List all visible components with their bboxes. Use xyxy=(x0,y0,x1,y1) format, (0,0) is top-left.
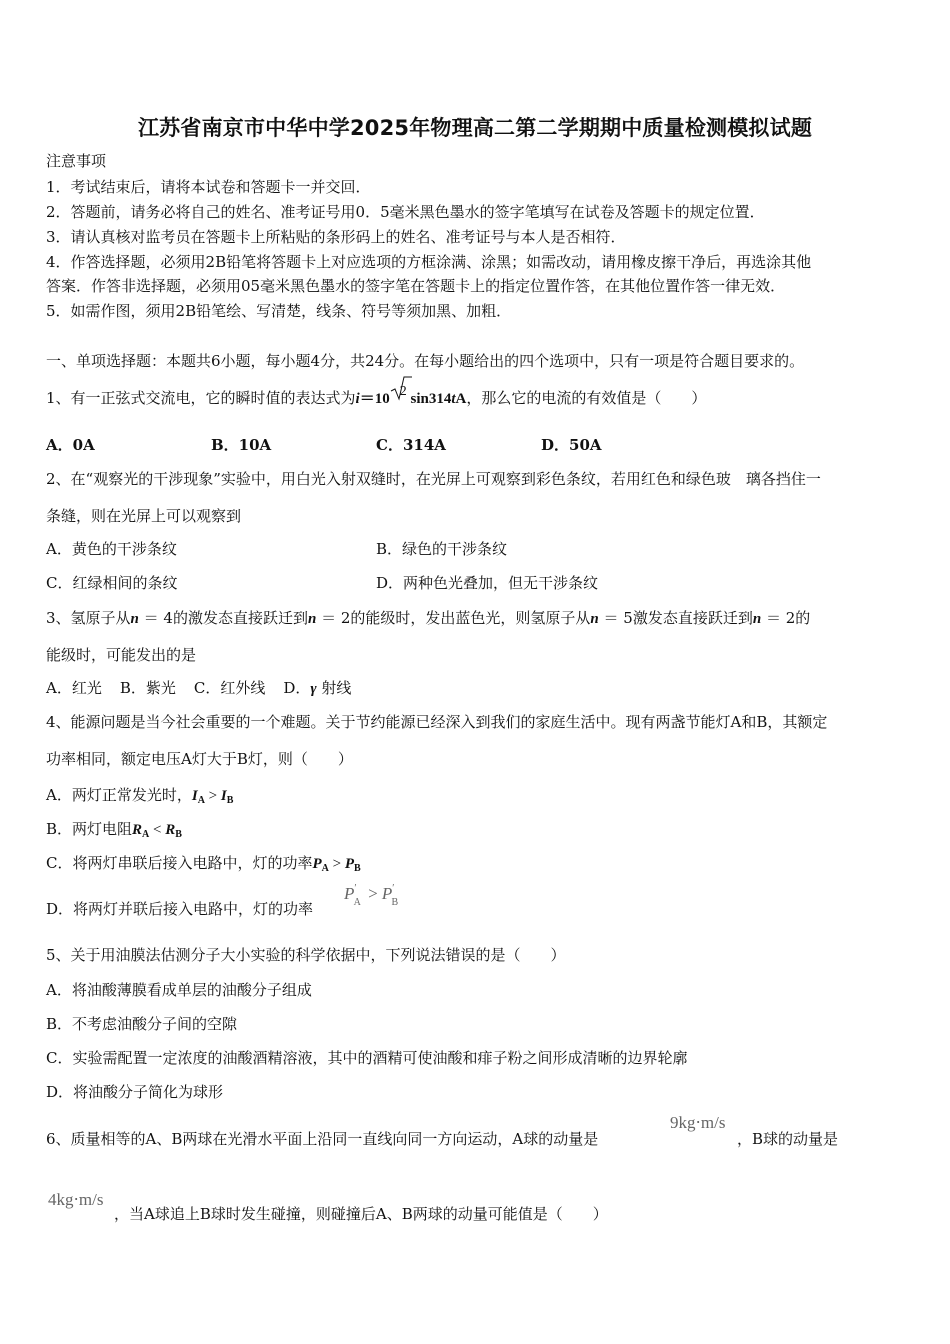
q4-option-d xyxy=(46,899,313,919)
q3-option-b: B．紫光 xyxy=(119,679,176,697)
q4-var: P xyxy=(344,884,355,903)
q3-var-n: n xyxy=(307,611,317,627)
q3-option-a: A．红光 xyxy=(46,679,102,697)
q4-option-a xyxy=(46,785,233,811)
question-4-stem: 4、能源问题是当今社会重要的一个难题。关于节约能源已经深入到我们的家庭生活中。现有两盏节能灯A和B，其额定 xyxy=(46,713,828,731)
q4-prime: ′ xyxy=(392,883,395,894)
q2-option-c: C．红绿相间的条纹 xyxy=(46,574,178,592)
question-5-stem: 5、关于用油膜法估测分子大小实验的科学依据中，下列说法错误的是（ ） xyxy=(46,946,566,964)
question-6-stem-mid: ，B球的动量是 xyxy=(737,1130,839,1148)
q2-option-a: A．黄色的干涉条纹 xyxy=(46,540,177,558)
section-heading: 一、单项选择题：本题共6小题，每小题4分，共24分。在每小题给出的四个选项中，只有一项是符合题目要求的。 xyxy=(46,352,805,370)
q3-gamma: γ xyxy=(310,681,317,697)
q4-op: < xyxy=(149,822,166,838)
q5-option-a: A．将油酸薄膜看成单层的油酸分子组成 xyxy=(46,981,312,999)
q3-text: ＝ 2的能级时，发出蓝色光，则氢原子从 xyxy=(316,609,591,627)
q3-options xyxy=(46,678,351,699)
q1-option-b: B．10A xyxy=(211,436,272,454)
q1-unit: A xyxy=(455,391,467,407)
q1-stem-suffix: ，那么它的电流的有效值是（ ） xyxy=(466,389,707,407)
q1-var-i: i xyxy=(355,391,360,407)
q3-text: 3、氢原子从 xyxy=(46,609,131,627)
q1-eq: ＝10 xyxy=(359,391,390,407)
notice-heading: 注意事项 xyxy=(46,152,107,170)
question-2-stem-cont: 条缝，则在光屏上可以观察到 xyxy=(46,507,242,525)
q1-stem-prefix: 1、有一正弦式交流电，它的瞬时值的表达式为 xyxy=(46,389,356,407)
q4-var: P xyxy=(344,856,355,872)
q4-sub: B xyxy=(391,897,399,908)
q4-option-c-text: C．将两灯串联后接入电路中，灯的功率 xyxy=(46,854,313,872)
q2-option-b: B．绿色的干涉条纹 xyxy=(376,540,508,558)
q4-var: P xyxy=(381,884,393,903)
question-6-stem-end: ，当A球追上B球时发生碰撞，则碰撞后A、B两球的动量可能值是（ ） xyxy=(114,1205,608,1223)
q3-text: ＝ 4的激发态直接跃迁到 xyxy=(138,609,308,627)
q4-var: I xyxy=(220,788,227,804)
q3-var-n: n xyxy=(130,611,139,627)
q4-sub: B xyxy=(226,795,234,806)
q4-sub: A xyxy=(353,897,361,908)
q4-op: > xyxy=(204,788,221,804)
q3-option-d-text: 射线 xyxy=(316,679,352,697)
q4-option-b-text: B．两灯电阻 xyxy=(46,820,133,838)
notice-item: 答案．作答非选择题，必须用05毫米黑色墨水的签字笔在答题卡上的指定位置作答，在其他位置作答一律无效． xyxy=(46,277,786,295)
q4-var: I xyxy=(191,788,198,804)
sqrt-radicand: 2 xyxy=(399,384,407,399)
q4-sub: B xyxy=(175,829,182,840)
q4-option-c xyxy=(46,853,361,879)
q4-var: R xyxy=(132,822,143,838)
q3-option-c: C．红外线 xyxy=(193,679,266,697)
question-3-stem-cont: 能级时，可能发出的是 xyxy=(46,646,197,664)
question-2-stem: 2、在“观察光的干涉现象”实验中，用白光入射双缝时，在光屏上可观察到彩色条纹，若用红色和绿色玻 璃各挡住一 xyxy=(46,470,821,488)
q5-option-d: D．将油酸分子简化为球形 xyxy=(46,1083,224,1101)
q3-var-n: n xyxy=(590,611,599,627)
q4-op: > xyxy=(328,856,345,872)
q4-sub: A xyxy=(142,829,150,840)
q6-momentum-a: 9kg⋅m/s xyxy=(670,1113,726,1132)
notice-item: 1．考试结束后，请将本试卷和答题卡一并交回． xyxy=(46,178,371,196)
q1-option-c: C．314A xyxy=(376,436,446,454)
q3-var-n: n xyxy=(752,611,762,627)
question-4-stem-cont: 功率相同，额定电压A灯大于B灯，则（ ） xyxy=(46,750,353,768)
q4-sub: A xyxy=(321,863,329,874)
q4-var: P xyxy=(312,856,322,872)
q3-option-d-label: D． xyxy=(283,679,311,697)
notice-item: 2．答题前，请务必将自己的姓名、准考证号用0．5毫米黑色墨水的签字笔填写在试卷及答题卡的规定位置． xyxy=(46,203,765,221)
q2-option-d: D．两种色光叠加，但无干涉条纹 xyxy=(376,574,599,592)
notice-item: 3．请认真核对监考员在答题卡上所粘贴的条形码上的姓名、准考证号与本人是否相符． xyxy=(46,228,626,246)
q1-sin: sin314 xyxy=(406,391,452,407)
q3-option-d xyxy=(283,679,351,697)
q4-option-d-text: D．将两灯并联后接入电路中，灯的功率 xyxy=(46,900,314,918)
notice-item: 5．如需作图，须用2B铅笔绘、写清楚，线条、符号等须加黑、加粗． xyxy=(46,302,512,320)
q1-option-d: D．50A xyxy=(541,436,602,454)
q1-option-a: A．0A xyxy=(46,436,95,454)
q5-option-c: C．实验需配置一定浓度的油酸酒精溶液，其中的酒精可使油酸和痱子粉之间形成清晰的边界轮廓 xyxy=(46,1049,688,1067)
q4-sub: A xyxy=(197,795,205,806)
q3-text: ＝ 2的 xyxy=(761,609,811,627)
q4-op: > xyxy=(363,884,382,903)
notice-item: 4．作答选择题，必须用2B铅笔将答题卡上对应选项的方框涂满、涂黑；如需改动，请用橡皮擦干净后，再选涂其他 xyxy=(46,253,812,271)
q5-option-b: B．不考虑油酸分子间的空隙 xyxy=(46,1015,238,1033)
q1-var-t: t xyxy=(451,391,456,407)
q4-sub: B xyxy=(354,863,361,874)
question-3-stem xyxy=(46,608,810,629)
question-1-stem xyxy=(46,384,707,410)
q4-option-a-text: A．两灯正常发光时， xyxy=(46,786,192,804)
q6-momentum-b: 4kg⋅m/s xyxy=(48,1190,104,1209)
q4-prime: ′ xyxy=(354,883,357,894)
q4-var: R xyxy=(165,822,176,838)
sqrt-symbol xyxy=(390,384,407,410)
q4-option-d-formula xyxy=(344,883,401,908)
page-title: 江苏省南京市中华中学2025年物理高二第二学期期中质量检测模拟试题 xyxy=(137,116,813,140)
q3-text: ＝ 5激发态直接跃迁到 xyxy=(598,609,753,627)
q4-option-b xyxy=(46,819,182,845)
question-6-stem: 6、质量相等的A、B两球在光滑水平面上沿同一直线向同一方向运动，A球的动量是 xyxy=(46,1130,599,1148)
